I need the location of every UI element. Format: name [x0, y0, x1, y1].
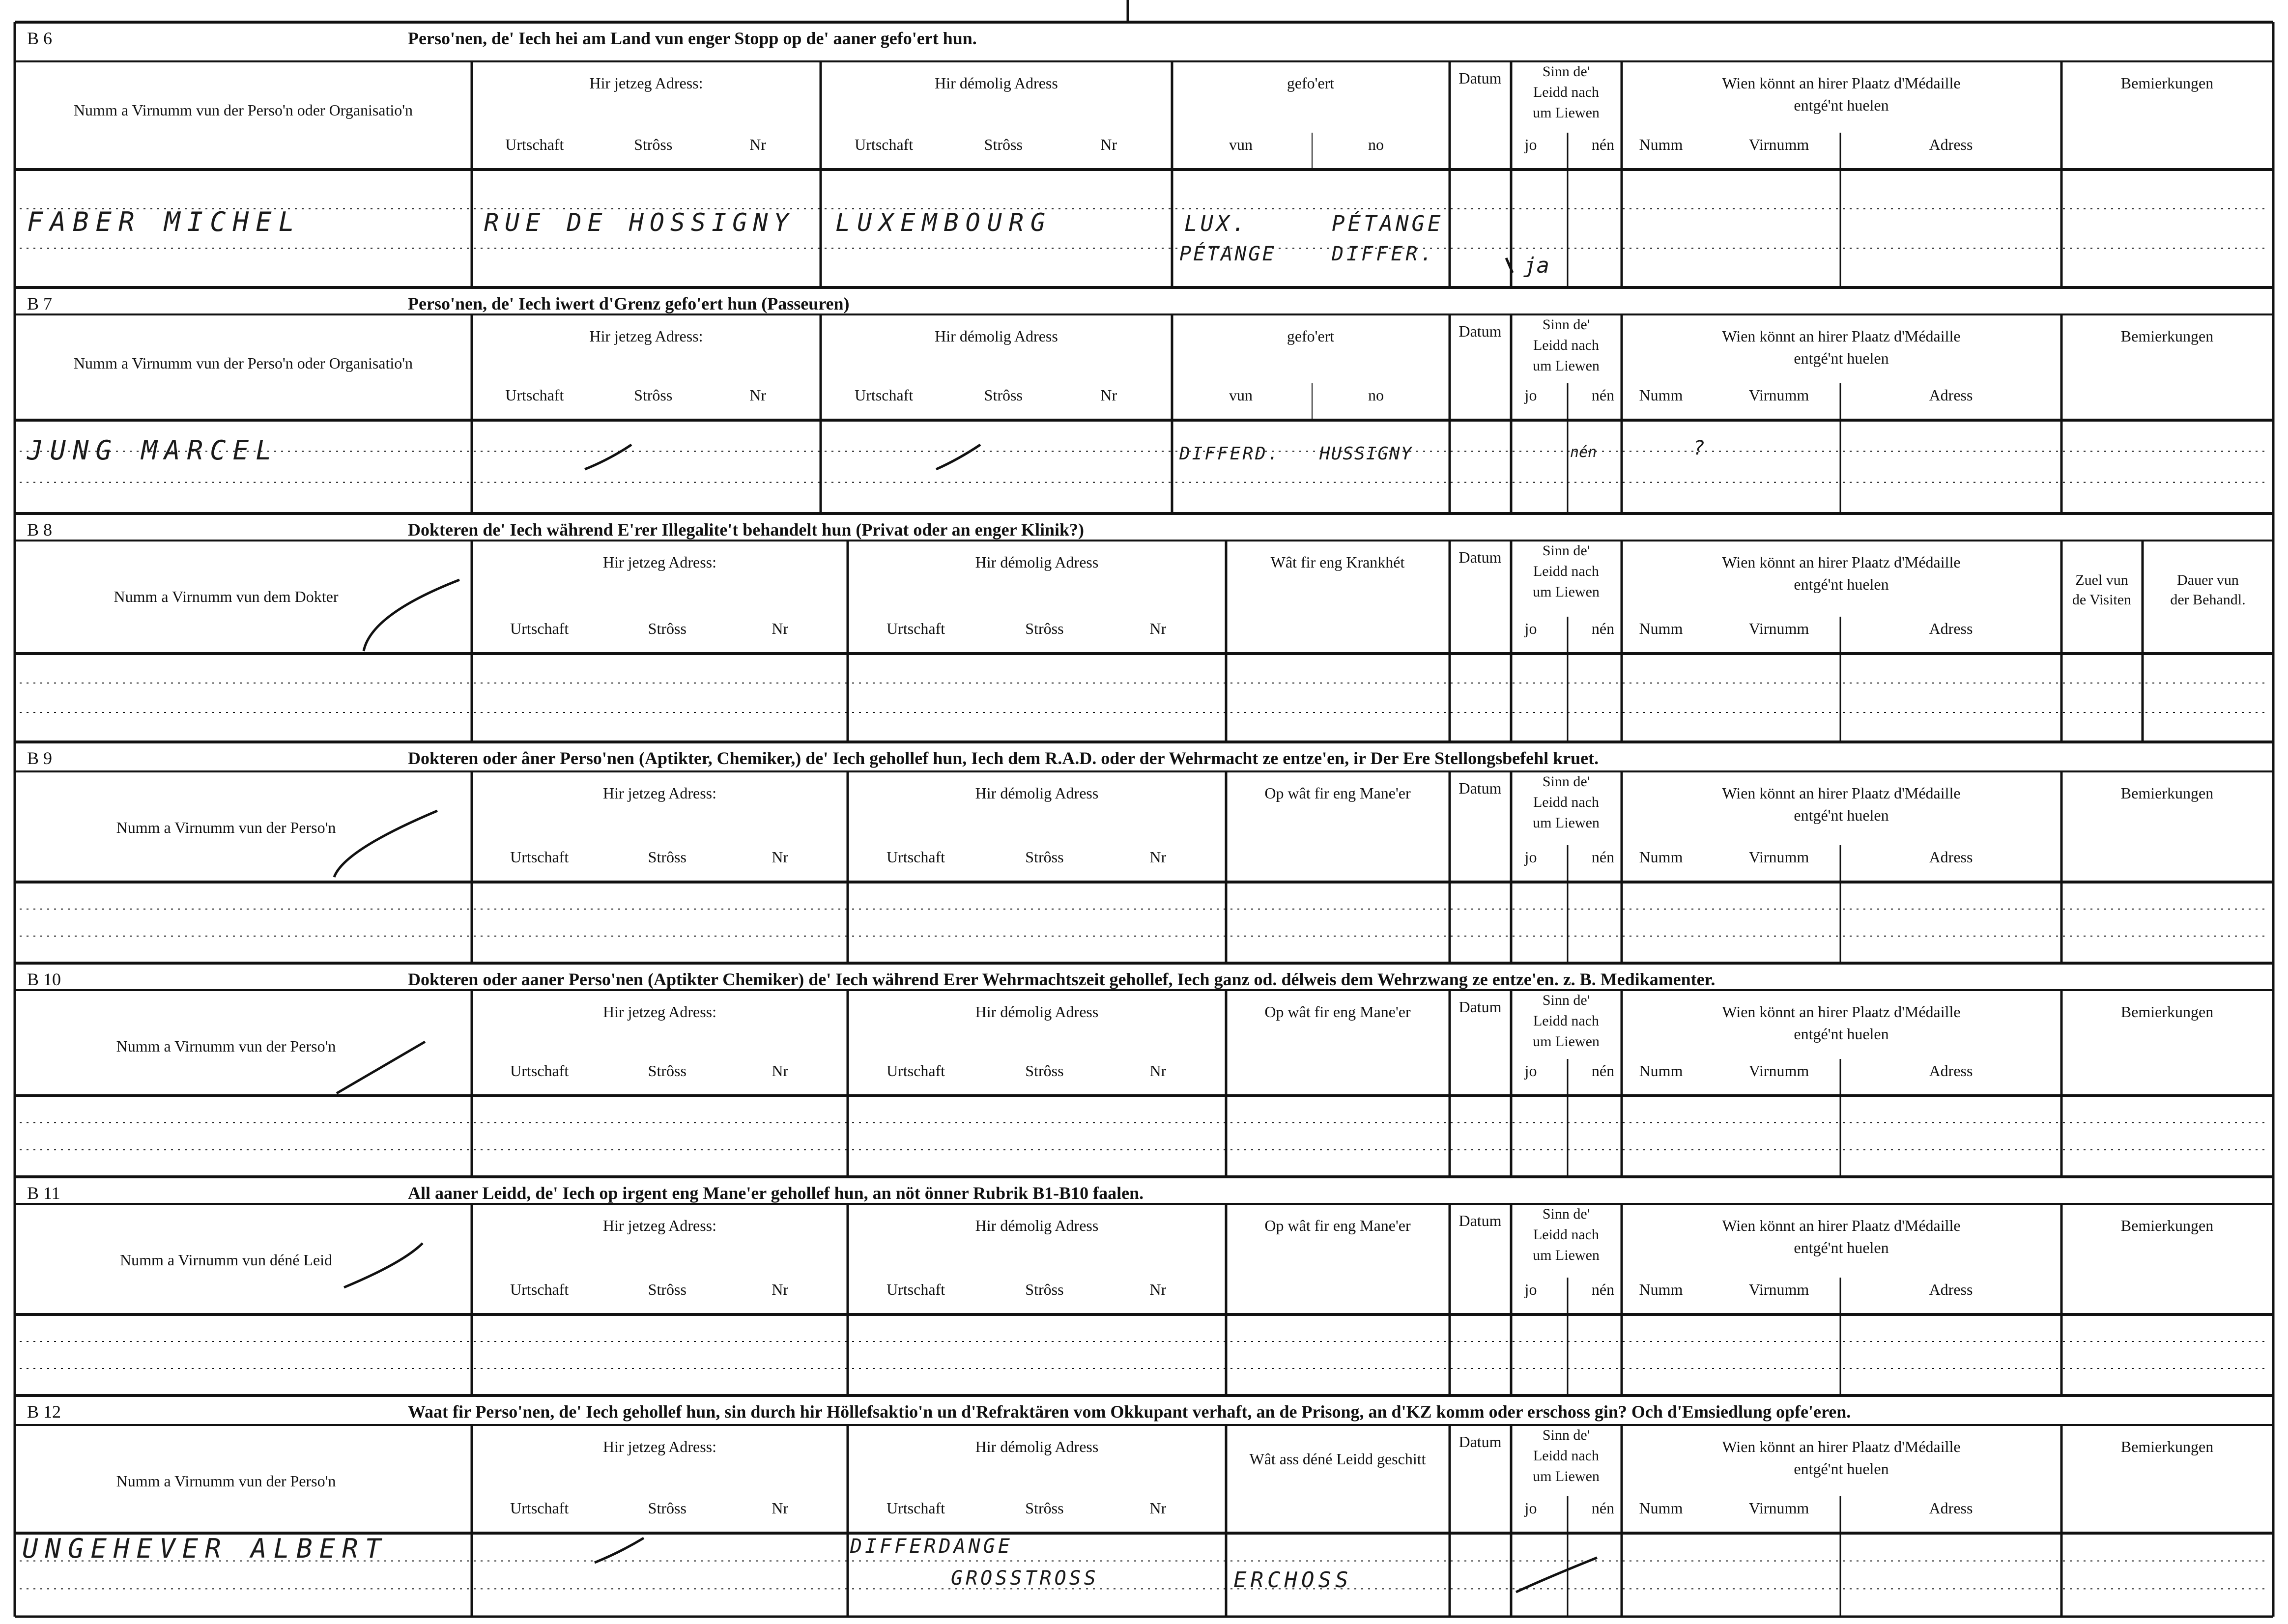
- medal-label-1: Wien könnt an hirer Plaatz d'Médaille: [1722, 1438, 1961, 1455]
- alive-label-3: um Liewen: [1533, 1468, 1600, 1484]
- no-label: nén: [1591, 136, 1615, 153]
- duration-label-1: Dauer vun: [2177, 572, 2239, 588]
- date-label: Datum: [1459, 998, 1502, 1016]
- medal-label-1: Wien könnt an hirer Plaatz d'Médaille: [1722, 74, 1961, 92]
- section-title: Dokteren oder aaner Perso'nen (Aptikter Chemiker) de' Iech während Erer Wehrmachtszeit gehollef, Iech ganz od. délweis dem Wehrzwang ze entze'en. z. B. Medikamenter.: [408, 969, 1716, 989]
- locality-label: Urtschaft: [510, 1281, 569, 1298]
- name-column-label: Numm a Virnumm vun déné Leid: [119, 1251, 333, 1269]
- section-title: Dokteren oder âner Perso'nen (Aptikter, Chemiker,) de' Iech gehollef hun, Iech dem R.A.D. oder der Wehrmacht ze entze'en, ir Der Ere Stellongsbefehl kruet.: [408, 748, 1599, 768]
- street-label: Strôss: [648, 1062, 686, 1080]
- alive-label-1: Sinn de': [1542, 542, 1590, 559]
- locality-label: Urtschaft: [887, 1062, 945, 1080]
- street-label: Strôss: [1025, 1499, 1064, 1517]
- medal-firstname-label: Virnumm: [1748, 1062, 1809, 1080]
- number-label: Nr: [772, 1499, 789, 1517]
- medal-firstname-label: Virnumm: [1748, 136, 1809, 153]
- transported-label: gefo'ert: [1287, 74, 1335, 92]
- date-label: Datum: [1459, 548, 1502, 566]
- alive-label-2: Leidd nach: [1533, 84, 1600, 100]
- number-label: Nr: [772, 1062, 789, 1080]
- name-column-label: Numm a Virnumm vun der Perso'n: [116, 819, 336, 836]
- former-address-label: Hir démolig Adress: [975, 784, 1099, 802]
- medal-label-1: Wien könnt an hirer Plaatz d'Médaille: [1722, 553, 1961, 571]
- medal-address-label: Adress: [1929, 1281, 1973, 1298]
- current-address-label: Hir jetzeg Adress:: [602, 553, 717, 571]
- remarks-label: Bemierkungen: [2120, 1438, 2214, 1455]
- medal-firstname-label: Virnumm: [1748, 1499, 1809, 1517]
- date-label: Datum: [1459, 1212, 1502, 1229]
- medal-label-1: Wien könnt an hirer Plaatz d'Médaille: [1722, 1217, 1961, 1234]
- locality-label: Urtschaft: [887, 848, 945, 866]
- alive-label-2: Leidd nach: [1533, 1226, 1600, 1243]
- current-address-label: Hir jetzeg Adress:: [602, 1217, 717, 1234]
- alive-label-1: Sinn de': [1542, 773, 1590, 790]
- medal-name-label: Numm: [1639, 386, 1683, 404]
- date-label: Datum: [1459, 779, 1502, 797]
- visits-label-2: de Visiten: [2072, 592, 2132, 608]
- yes-label: jo: [1524, 1499, 1537, 1517]
- date-label: Datum: [1459, 322, 1502, 340]
- alive-label-2: Leidd nach: [1533, 1448, 1600, 1464]
- current-address-label: Hir jetzeg Adress:: [602, 1003, 717, 1021]
- section-code: B 9: [27, 748, 53, 768]
- b6-current-address-entry: RUE DE HOSSIGNY: [484, 208, 795, 237]
- medal-name-label: Numm: [1639, 620, 1683, 637]
- former-address-label: Hir démolig Adress: [975, 1217, 1099, 1234]
- medal-name-label: Numm: [1639, 1062, 1683, 1080]
- medal-label-2: entgé'nt huelen: [1794, 806, 1889, 824]
- remarks-label: Bemierkungen: [2120, 1217, 2214, 1234]
- current-address-label: Hir jetzeg Adress:: [602, 784, 717, 802]
- no-label: nén: [1591, 1281, 1615, 1298]
- no-label: nén: [1591, 1499, 1615, 1517]
- locality-label: Urtschaft: [887, 620, 945, 637]
- no-label: nén: [1591, 620, 1615, 637]
- medal-name-label: Numm: [1639, 1499, 1683, 1517]
- medal-firstname-label: Virnumm: [1748, 620, 1809, 637]
- from-label: vun: [1229, 386, 1253, 404]
- alive-label-2: Leidd nach: [1533, 563, 1600, 579]
- locality-label: Urtschaft: [855, 386, 914, 404]
- name-column-label: Numm a Virnumm vun dem Dokter: [114, 588, 339, 605]
- date-label: Datum: [1459, 1433, 1502, 1451]
- former-address-label: Hir démolig Adress: [975, 553, 1099, 571]
- remarks-label: Bemierkungen: [2120, 327, 2214, 345]
- section-code: B 6: [27, 28, 53, 48]
- medal-name-label: Numm: [1639, 136, 1683, 153]
- current-address-label: Hir jetzeg Adress:: [602, 1438, 717, 1455]
- manner-label: Op wât fir eng Mane'er: [1264, 1217, 1411, 1234]
- name-column-label: Numm a Virnumm vun der Perso'n: [116, 1472, 336, 1490]
- b12-former-address-entry-1: DIFFERDANGE: [850, 1535, 1013, 1558]
- medal-firstname-label: Virnumm: [1748, 848, 1809, 866]
- b7-to-entry: HUSSIGNY: [1319, 444, 1413, 464]
- locality-label: Urtschaft: [855, 136, 914, 153]
- alive-label-1: Sinn de': [1542, 316, 1590, 333]
- alive-label-1: Sinn de': [1542, 1427, 1590, 1443]
- b6-from-entry-2: PÉTANGE: [1179, 243, 1276, 265]
- locality-label: Urtschaft: [505, 136, 564, 153]
- medal-firstname-label: Virnumm: [1748, 1281, 1809, 1298]
- number-label: Nr: [1100, 386, 1117, 404]
- alive-label-2: Leidd nach: [1533, 1013, 1600, 1029]
- b7-from-entry: DIFFERD.: [1179, 444, 1281, 464]
- number-label: Nr: [1149, 848, 1167, 866]
- street-label: Strôss: [1025, 1062, 1064, 1080]
- street-label: Strôss: [634, 136, 673, 153]
- locality-label: Urtschaft: [510, 1062, 569, 1080]
- medal-address-label: Adress: [1929, 848, 1973, 866]
- section-code: B 7: [27, 294, 53, 313]
- b6-former-address-entry: LUXEMBOURG: [835, 208, 1053, 237]
- street-label: Strôss: [648, 620, 686, 637]
- b12-suffered-entry: ERCHOSS: [1233, 1567, 1352, 1593]
- yes-label: jo: [1524, 1281, 1537, 1298]
- alive-label-3: um Liewen: [1533, 815, 1600, 831]
- alive-label-1: Sinn de': [1542, 1206, 1590, 1222]
- remarks-label: Bemierkungen: [2120, 784, 2214, 802]
- number-label: Nr: [1149, 1281, 1167, 1298]
- name-column-label: Numm a Virnumm vun der Perso'n oder Organisatio'n: [73, 101, 413, 119]
- medal-address-label: Adress: [1929, 386, 1973, 404]
- street-label: Strôss: [1025, 620, 1064, 637]
- section-code: B 10: [27, 969, 61, 989]
- remarks-label: Bemierkungen: [2120, 74, 2214, 92]
- alive-label-2: Leidd nach: [1533, 794, 1600, 810]
- b7-name-entry: JUNG MARCEL: [27, 435, 279, 466]
- street-label: Strôss: [984, 386, 1023, 404]
- yes-label: jo: [1524, 1062, 1537, 1080]
- alive-label-2: Leidd nach: [1533, 337, 1600, 353]
- number-label: Nr: [1149, 620, 1167, 637]
- medal-label-1: Wien könnt an hirer Plaatz d'Médaille: [1722, 784, 1961, 802]
- street-label: Strôss: [984, 136, 1023, 153]
- locality-label: Urtschaft: [510, 620, 569, 637]
- b6-name-entry: FABER MICHEL: [27, 206, 302, 237]
- manner-label: Op wât fir eng Mane'er: [1264, 1003, 1411, 1021]
- medal-address-label: Adress: [1929, 620, 1973, 637]
- yes-label: jo: [1524, 386, 1537, 404]
- medal-label-2: entgé'nt huelen: [1794, 1239, 1889, 1256]
- number-label: Nr: [1149, 1499, 1167, 1517]
- locality-label: Urtschaft: [887, 1499, 945, 1517]
- alive-label-1: Sinn de': [1542, 63, 1590, 80]
- medal-firstname-label: Virnumm: [1748, 386, 1809, 404]
- visits-label-1: Zuel vun: [2075, 572, 2128, 588]
- section-code: B 11: [27, 1183, 60, 1203]
- locality-label: Urtschaft: [510, 848, 569, 866]
- medal-address-label: Adress: [1929, 1062, 1973, 1080]
- medal-label-1: Wien könnt an hirer Plaatz d'Médaille: [1722, 1003, 1961, 1021]
- b6-to-entry-2: DIFFER.: [1332, 243, 1435, 265]
- medal-label-2: entgé'nt huelen: [1794, 575, 1889, 593]
- yes-label: jo: [1524, 136, 1537, 153]
- section-title: Perso'nen, de' Iech hei am Land vun enger Stopp op de' aaner gefo'ert hun.: [408, 28, 977, 48]
- to-label: no: [1368, 386, 1384, 404]
- street-label: Strôss: [648, 848, 686, 866]
- remarks-label: Bemierkungen: [2120, 1003, 2214, 1021]
- medal-address-label: Adress: [1929, 136, 1973, 153]
- alive-label-3: um Liewen: [1533, 358, 1600, 374]
- alive-label-3: um Liewen: [1533, 105, 1600, 121]
- b12-former-address-entry-2: GROSSTROSS: [951, 1567, 1099, 1590]
- section-title: Waat fir Perso'nen, de' Iech gehollef hun, sin durch hir Höllefsaktio'n un d'Refraktären vom Okkupant verhaft, an de Prisong, an d'KZ komm oder erschoss gin? Och d'Emsiedlung opfe'eren.: [408, 1402, 1851, 1422]
- medal-name-label: Numm: [1639, 1281, 1683, 1298]
- no-label: nén: [1591, 386, 1615, 404]
- locality-label: Urtschaft: [510, 1499, 569, 1517]
- section-title: Dokteren de' Iech während E'rer Illegalite't behandelt hun (Privat oder an enger Klinik?): [408, 520, 1085, 540]
- section-code: B 8: [27, 520, 53, 540]
- medal-label-2: entgé'nt huelen: [1794, 1460, 1889, 1478]
- section-title: Perso'nen, de' Iech iwert d'Grenz gefo'ert hun (Passeuren): [408, 294, 850, 313]
- medal-address-label: Adress: [1929, 1499, 1973, 1517]
- yes-label: jo: [1524, 620, 1537, 637]
- alive-label-3: um Liewen: [1533, 1033, 1600, 1050]
- former-address-label: Hir démolig Adress: [935, 327, 1058, 345]
- number-label: Nr: [772, 620, 789, 637]
- street-label: Strôss: [634, 386, 673, 404]
- medal-label-1: Wien könnt an hirer Plaatz d'Médaille: [1722, 327, 1961, 345]
- b6-alive-yes-entry: ja: [1523, 253, 1549, 278]
- medal-label-2: entgé'nt huelen: [1794, 96, 1889, 114]
- street-label: Strôss: [1025, 848, 1064, 866]
- no-label: nén: [1591, 848, 1615, 866]
- name-column-label: Numm a Virnumm vun der Perso'n oder Organisatio'n: [73, 354, 413, 372]
- number-label: Nr: [772, 1281, 789, 1298]
- medal-name-label: Numm: [1639, 848, 1683, 866]
- date-label: Datum: [1459, 69, 1502, 87]
- section-title: All aaner Leidd, de' Iech op irgent eng Mane'er gehollef hun, an nöt önner Rubrik B1-B10 faalen.: [408, 1183, 1144, 1203]
- from-label: vun: [1229, 136, 1253, 153]
- manner-label: Op wât fir eng Mane'er: [1264, 784, 1411, 802]
- number-label: Nr: [749, 136, 767, 153]
- illness-label: Wât fir eng Krankhét: [1270, 553, 1405, 571]
- locality-label: Urtschaft: [887, 1281, 945, 1298]
- former-address-label: Hir démolig Adress: [975, 1003, 1099, 1021]
- alive-label-3: um Liewen: [1533, 1247, 1600, 1263]
- b12-name-entry: UNGEHEVER ALBERT: [22, 1533, 388, 1564]
- current-address-label: Hir jetzeg Adress:: [589, 74, 703, 92]
- medal-label-2: entgé'nt huelen: [1794, 349, 1889, 367]
- duration-label-2: der Behandl.: [2170, 592, 2246, 608]
- b7-alive-no-entry: nén: [1570, 444, 1597, 461]
- alive-label-1: Sinn de': [1542, 992, 1590, 1008]
- number-label: Nr: [1100, 136, 1117, 153]
- former-address-label: Hir démolig Adress: [975, 1438, 1099, 1455]
- number-label: Nr: [1149, 1062, 1167, 1080]
- suffered-label: Wât ass déné Leidd geschitt: [1249, 1450, 1426, 1468]
- yes-label: jo: [1524, 848, 1537, 866]
- number-label: Nr: [772, 848, 789, 866]
- section-code: B 12: [27, 1402, 61, 1422]
- current-address-label: Hir jetzeg Adress:: [589, 327, 703, 345]
- b6-to-entry-1: PÉTANGE: [1332, 211, 1444, 236]
- former-address-label: Hir démolig Adress: [935, 74, 1058, 92]
- number-label: Nr: [749, 386, 767, 404]
- alive-label-3: um Liewen: [1533, 584, 1600, 600]
- medal-label-2: entgé'nt huelen: [1794, 1025, 1889, 1043]
- street-label: Strôss: [648, 1281, 686, 1298]
- name-column-label: Numm a Virnumm vun der Perso'n: [116, 1037, 336, 1055]
- street-label: Strôss: [648, 1499, 686, 1517]
- no-label: nén: [1591, 1062, 1615, 1080]
- locality-label: Urtschaft: [505, 386, 564, 404]
- b6-from-entry-1: LUX.: [1184, 211, 1248, 236]
- b7-medal-name-entry: ?: [1693, 437, 1705, 459]
- street-label: Strôss: [1025, 1281, 1064, 1298]
- transported-label: gefo'ert: [1287, 327, 1335, 345]
- to-label: no: [1368, 136, 1384, 153]
